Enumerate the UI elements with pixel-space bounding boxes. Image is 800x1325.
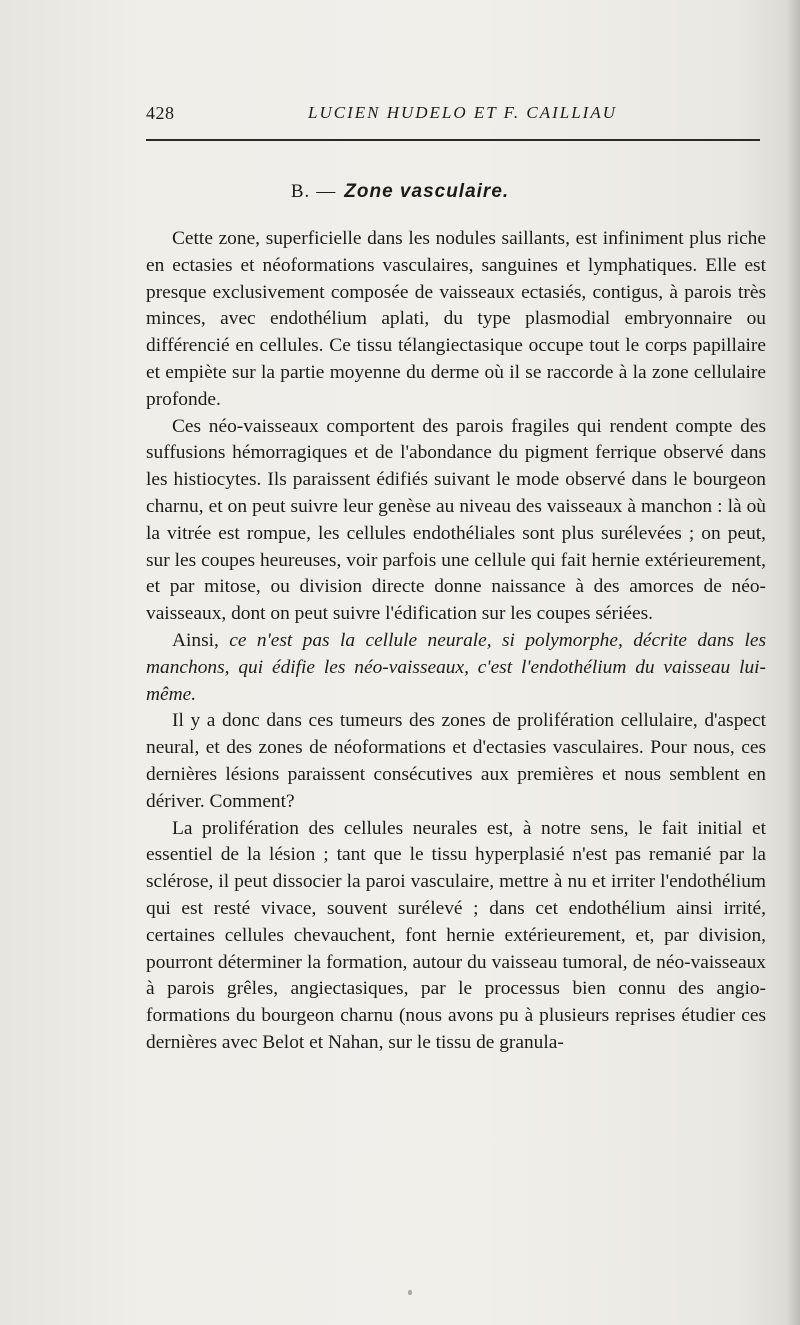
- page-number: 428: [146, 103, 175, 123]
- section-letter: B.: [290, 181, 311, 202]
- paragraph-4: Il y a donc dans ces tumeurs des zones de prolifération cellulaire, d'aspect neural, et des zones de néoformations et d'ectasies vasculaires. Pour nous, ces dernières lésions paraissent consécutives aux premières et nous semblent en dériver. Comment?: [146, 710, 766, 812]
- header-rule: [146, 139, 760, 141]
- paragraph-1: Cette zone, superficielle dans les nodules saillants, est infiniment plus riche en ectasies et néoformations vasculaires, sanguines et lymphatiques. Elle est presque exclusivement composée de vaisseaux ectasiés, contigus, à parois très minces, avec endothélium aplati, du type plasmodial embryonnaire ou différencié en cellules. Ce tissu télangiectasique occupe tout le corps papillaire et empiète sur la partie moyenne du derme où il se raccorde à la zone cellulaire profonde.: [146, 228, 766, 410]
- paragraph-5: La prolifération des cellules neurales est, à notre sens, le fait initial et essentiel de la lésion ; tant que le tissu hyperplasié n'est pas remanié par la sclérose, il peut dissocier la paroi vasculaire, mettre à nu et irriter l'endothélium qui est resté vivace, souvent surélevé ; dans cet endothélium ainsi irrité, certaines cellules chevauchent, font hernie extérieurement, et, par division, pourront déterminer la formation, autour du vaisseau tumoral, de néo-vaisseaux à parois grêles, angiectasiques, par le processus bien connu des angio-formations du bourgeon charnu (nous avons pu à plusieurs reprises étudier ces dernières avec Belot et Nahan, sur le tissu de granula-: [146, 817, 766, 1053]
- running-head: LUCIEN HUDELO ET F. CAILLIAU: [308, 103, 617, 122]
- section-title: [0, 181, 800, 203]
- body-text: [146, 226, 766, 1057]
- printing-mark: [408, 1290, 412, 1295]
- paragraph-3: [146, 628, 766, 708]
- paragraph-2: Ces néo-vaisseaux comportent des parois fragiles qui rendent compte des suffusions hémorragiques et de l'abondance du pigment ferrique observé dans les histiocytes. Ils paraissent édifiés suivant le mode observé dans le bourgeon charnu, et on peut suivre leur genèse au niveau des vaisseaux à manchon : là où la vitrée est rompue, les cellules endothéliales sont plus surélevées ; on peut, sur les coupes heureuses, voir parfois une cellule qui fait hernie extérieurement, et par mitose, ou division directe donne naissance à des amorces de néo-vaisseaux, dont on peut suivre l'édification sur les coupes sériées.: [146, 415, 766, 625]
- section-dash: —: [316, 181, 337, 202]
- paragraph-3-italic: ce n'est pas la cellule neurale, si polymorphe, décrite dans les manchons, qui édifie les néo-vaisseaux, c'est l'endothélium du vaisseau lui-même.: [146, 629, 766, 705]
- paragraph-3-lead: Ainsi,: [172, 629, 219, 651]
- page-header: [146, 103, 760, 131]
- section-title-text: Zone vasculaire.: [344, 181, 510, 202]
